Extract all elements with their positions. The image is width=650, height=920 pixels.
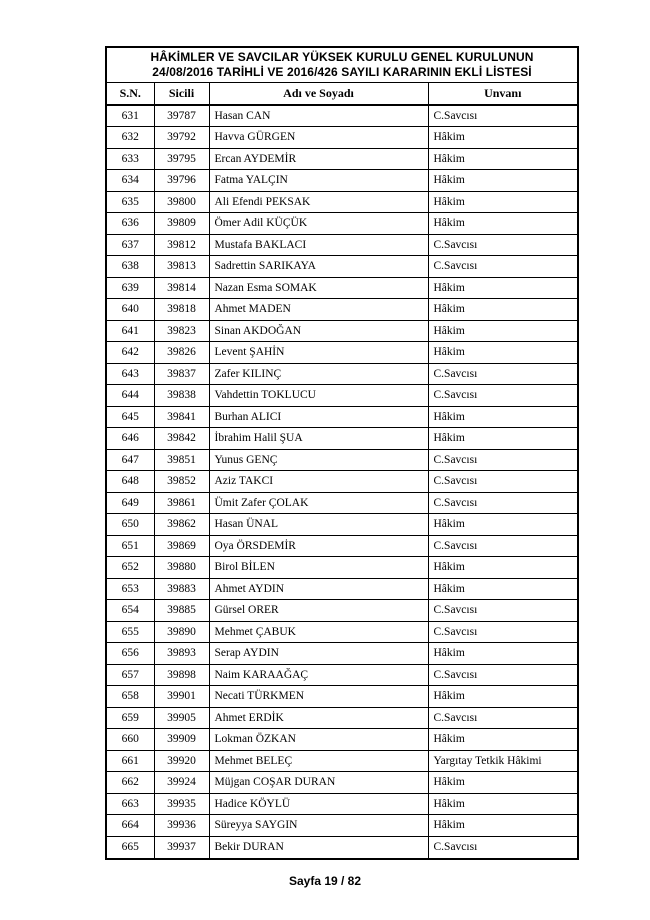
- sicil-cell: 39936: [154, 815, 209, 837]
- name-cell: Yunus GENÇ: [209, 449, 428, 471]
- name-cell: Ömer Adil KÜÇÜK: [209, 213, 428, 235]
- name-cell: Hasan CAN: [209, 105, 428, 127]
- page-number: Sayfa 19 / 82: [288, 874, 362, 888]
- sicil-cell: 39861: [154, 492, 209, 514]
- name-cell: Sadrettin SARIKAYA: [209, 256, 428, 278]
- table-row: [107, 707, 577, 729]
- title-line-2: 24/08/2016 TARİHLİ VE 2016/426 SAYILI KARARININ EKLİ LİSTESİ: [152, 65, 532, 79]
- table-row: [107, 793, 577, 815]
- table-row: [107, 299, 577, 321]
- sicil-cell: 39862: [154, 514, 209, 536]
- title-cell: C.Savcısı: [428, 234, 577, 256]
- decision-list-table: [105, 46, 579, 860]
- title-cell: C.Savcısı: [428, 385, 577, 407]
- title-cell: C.Savcısı: [433, 841, 478, 853]
- sn-cell: 645: [107, 406, 154, 428]
- table-row: [107, 535, 577, 557]
- title-cell: C.Savcısı: [428, 471, 577, 493]
- sn-cell: 658: [107, 686, 154, 708]
- table-row: [107, 836, 577, 858]
- title-cell: Hâkim: [428, 277, 577, 299]
- sicil-cell: 39809: [154, 213, 209, 235]
- sicil-cell: 39901: [154, 686, 209, 708]
- name-cell: Naim KARAAĞAÇ: [209, 664, 428, 686]
- name-cell: Zafer KILINÇ: [209, 363, 428, 385]
- sn-cell: 651: [107, 535, 154, 557]
- sn-cell: 665: [107, 836, 154, 858]
- table-row: [107, 148, 577, 170]
- title-cell: C.Savcısı: [428, 363, 577, 385]
- table-row: [107, 105, 577, 127]
- table-row: [107, 256, 577, 278]
- table-row: [107, 406, 577, 428]
- sicil-cell: 39818: [154, 299, 209, 321]
- table-row: [107, 363, 577, 385]
- name-cell: Ercan AYDEMİR: [209, 148, 428, 170]
- title-line-1: HÂKİMLER VE SAVCILAR YÜKSEK KURULU GENEL KURULUNUN: [150, 50, 534, 64]
- name-cell: Süreyya SAYGIN: [209, 815, 428, 837]
- table-row: [107, 557, 577, 579]
- sn-cell: 652: [107, 557, 154, 579]
- column-header-title: Unvanı: [428, 83, 577, 105]
- name-cell: Nazan Esma SOMAK: [209, 277, 428, 299]
- sicil-cell: 39823: [154, 320, 209, 342]
- sicil-cell: 39796: [154, 170, 209, 192]
- table-row: [107, 471, 577, 493]
- name-cell: Serap AYDIN: [209, 643, 428, 665]
- title-cell: Hâkim: [428, 578, 577, 600]
- table-row: [107, 643, 577, 665]
- sn-cell: 640: [107, 299, 154, 321]
- table-row: [107, 815, 577, 837]
- sn-cell: 649: [107, 492, 154, 514]
- sn-cell: 644: [107, 385, 154, 407]
- name-cell: Ümit Zafer ÇOLAK: [209, 492, 428, 514]
- title-cell: Yargıtay Tetkik Hâkimi: [428, 750, 577, 772]
- table-row: [107, 449, 577, 471]
- table-row: [107, 127, 577, 149]
- title-cell: C.Savcısı: [428, 600, 577, 622]
- sicil-cell: 39826: [154, 342, 209, 364]
- sn-cell: 656: [107, 643, 154, 665]
- name-cell: Mehmet ÇABUK: [209, 621, 428, 643]
- title-cell: C.Savcısı: [428, 105, 577, 127]
- sicil-cell: 39924: [154, 772, 209, 794]
- sicil-cell: 39838: [154, 385, 209, 407]
- table-row: [107, 750, 577, 772]
- column-header-name: Adı ve Soyadı: [209, 83, 428, 105]
- sn-cell: 642: [107, 342, 154, 364]
- name-cell: Mustafa BAKLACI: [209, 234, 428, 256]
- table-row: [107, 492, 577, 514]
- name-cell: Ahmet AYDIN: [209, 578, 428, 600]
- table-row: [107, 686, 577, 708]
- sicil-cell: 39837: [154, 363, 209, 385]
- title-cell: C.Savcısı: [428, 256, 577, 278]
- sn-cell: 655: [107, 621, 154, 643]
- sn-cell: 646: [107, 428, 154, 450]
- sicil-cell: 39905: [154, 707, 209, 729]
- name-cell: Ali Efendi PEKSAK: [209, 191, 428, 213]
- sicil-cell: 39893: [154, 643, 209, 665]
- name-cell: Necati TÜRKMEN: [209, 686, 428, 708]
- sicil-cell: 39795: [154, 148, 209, 170]
- sn-cell: 653: [107, 578, 154, 600]
- table-body: [107, 105, 577, 858]
- sicil-cell: 39869: [154, 535, 209, 557]
- title-cell: Hâkim: [428, 127, 577, 149]
- sn-cell: 654: [107, 600, 154, 622]
- sn-cell: 647: [107, 449, 154, 471]
- sicil-cell: 39935: [154, 793, 209, 815]
- title-cell: C.Savcısı: [428, 535, 577, 557]
- title-cell: C.Savcısı: [428, 449, 577, 471]
- sn-cell: 631: [107, 105, 154, 127]
- name-cell: Hasan ÜNAL: [209, 514, 428, 536]
- name-cell: Birol BİLEN: [209, 557, 428, 579]
- title-cell: Hâkim: [428, 793, 577, 815]
- name-cell: Levent ŞAHİN: [209, 342, 428, 364]
- sn-cell: 660: [107, 729, 154, 751]
- name-cell: Sinan AKDOĞAN: [209, 320, 428, 342]
- title-cell: Hâkim: [428, 406, 577, 428]
- name-cell: Hadice KÖYLÜ: [209, 793, 428, 815]
- name-cell: İbrahim Halil ŞUA: [209, 428, 428, 450]
- sicil-cell: 39937: [154, 836, 209, 858]
- table-row: [107, 428, 577, 450]
- sicil-cell: 39890: [154, 621, 209, 643]
- table-row: [107, 772, 577, 794]
- title-cell: Hâkim: [428, 428, 577, 450]
- sicil-cell: 39851: [154, 449, 209, 471]
- name-cell: Mehmet BELEÇ: [209, 750, 428, 772]
- table-row: [107, 170, 577, 192]
- name-cell: Gürsel ORER: [209, 600, 428, 622]
- sn-cell: 638: [107, 256, 154, 278]
- name-cell: Ahmet ERDİK: [209, 707, 428, 729]
- sn-cell: 661: [107, 750, 154, 772]
- table-row: [107, 385, 577, 407]
- sicil-cell: 39841: [154, 406, 209, 428]
- name-cell: Lokman ÖZKAN: [209, 729, 428, 751]
- title-cell: C.Savcısı: [428, 492, 577, 514]
- sicil-cell: 39842: [154, 428, 209, 450]
- sn-cell: 643: [107, 363, 154, 385]
- title-cell: Hâkim: [428, 815, 577, 837]
- title-cell: Hâkim: [428, 514, 577, 536]
- table-row: [107, 729, 577, 751]
- title-cell: C.Savcısı: [428, 664, 577, 686]
- sicil-cell: 39880: [154, 557, 209, 579]
- title-cell: Hâkim: [428, 557, 577, 579]
- title-cell: Hâkim: [428, 170, 577, 192]
- sicil-cell: 39920: [154, 750, 209, 772]
- sicil-cell: 39852: [154, 471, 209, 493]
- name-cell: Aziz TAKCI: [209, 471, 428, 493]
- name-cell: Bekir DURAN: [209, 836, 428, 858]
- title-cell: Hâkim: [428, 299, 577, 321]
- table-row: [107, 621, 577, 643]
- sn-cell: 637: [107, 234, 154, 256]
- table-row: [107, 664, 577, 686]
- title-cell: Hâkim: [428, 191, 577, 213]
- header-row: [107, 83, 577, 105]
- personnel-table: [107, 83, 577, 858]
- title-cell: Hâkim: [428, 213, 577, 235]
- table-row: [107, 213, 577, 235]
- table-row: [107, 342, 577, 364]
- name-cell: Vahdettin TOKLUCU: [209, 385, 428, 407]
- table-row: [107, 600, 577, 622]
- name-cell: Fatma YALÇIN: [209, 170, 428, 192]
- column-header-sn: S.N.: [107, 83, 154, 105]
- name-cell: Burhan ALICI: [209, 406, 428, 428]
- sn-cell: 635: [107, 191, 154, 213]
- sicil-cell: 39885: [154, 600, 209, 622]
- sicil-cell: 39898: [154, 664, 209, 686]
- sicil-cell: 39800: [154, 191, 209, 213]
- sicil-cell: 39909: [154, 729, 209, 751]
- sicil-cell: 39813: [154, 256, 209, 278]
- sicil-cell: 39814: [154, 277, 209, 299]
- title-cell: Hâkim: [428, 148, 577, 170]
- name-cell: Ahmet MADEN: [209, 299, 428, 321]
- sicil-cell: 39883: [154, 578, 209, 600]
- title-cell: Hâkim: [428, 686, 577, 708]
- sn-cell: 650: [107, 514, 154, 536]
- sn-cell: 641: [107, 320, 154, 342]
- table-row: [107, 578, 577, 600]
- title-cell: Hâkim: [428, 320, 577, 342]
- column-header-sicil: Sicili: [154, 83, 209, 105]
- sn-cell: 633: [107, 148, 154, 170]
- sn-cell: 657: [107, 664, 154, 686]
- title-cell: Hâkim: [428, 342, 577, 364]
- sn-cell: 648: [107, 471, 154, 493]
- title-cell: Hâkim: [428, 772, 577, 794]
- sn-cell: 632: [107, 127, 154, 149]
- sn-cell: 663: [107, 793, 154, 815]
- table-row: [107, 514, 577, 536]
- title-cell: Hâkim: [428, 643, 577, 665]
- sn-cell: 662: [107, 772, 154, 794]
- sicil-cell: 39812: [154, 234, 209, 256]
- table-row: [107, 234, 577, 256]
- title-cell: Hâkim: [428, 729, 577, 751]
- name-cell: Müjgan COŞAR DURAN: [209, 772, 428, 794]
- sn-cell: 659: [107, 707, 154, 729]
- table-row: [107, 191, 577, 213]
- sn-cell: 639: [107, 277, 154, 299]
- table-row: [107, 277, 577, 299]
- sicil-cell: 39792: [154, 127, 209, 149]
- title-cell: C.Savcısı: [428, 621, 577, 643]
- name-cell: Havva GÜRGEN: [209, 127, 428, 149]
- sn-cell: 636: [107, 213, 154, 235]
- sn-cell: 634: [107, 170, 154, 192]
- table-title: [107, 48, 577, 83]
- sicil-cell: 39787: [154, 105, 209, 127]
- sn-cell: 664: [107, 815, 154, 837]
- title-cell: C.Savcısı: [428, 707, 577, 729]
- table-row: [107, 320, 577, 342]
- name-cell: Oya ÖRSDEMİR: [209, 535, 428, 557]
